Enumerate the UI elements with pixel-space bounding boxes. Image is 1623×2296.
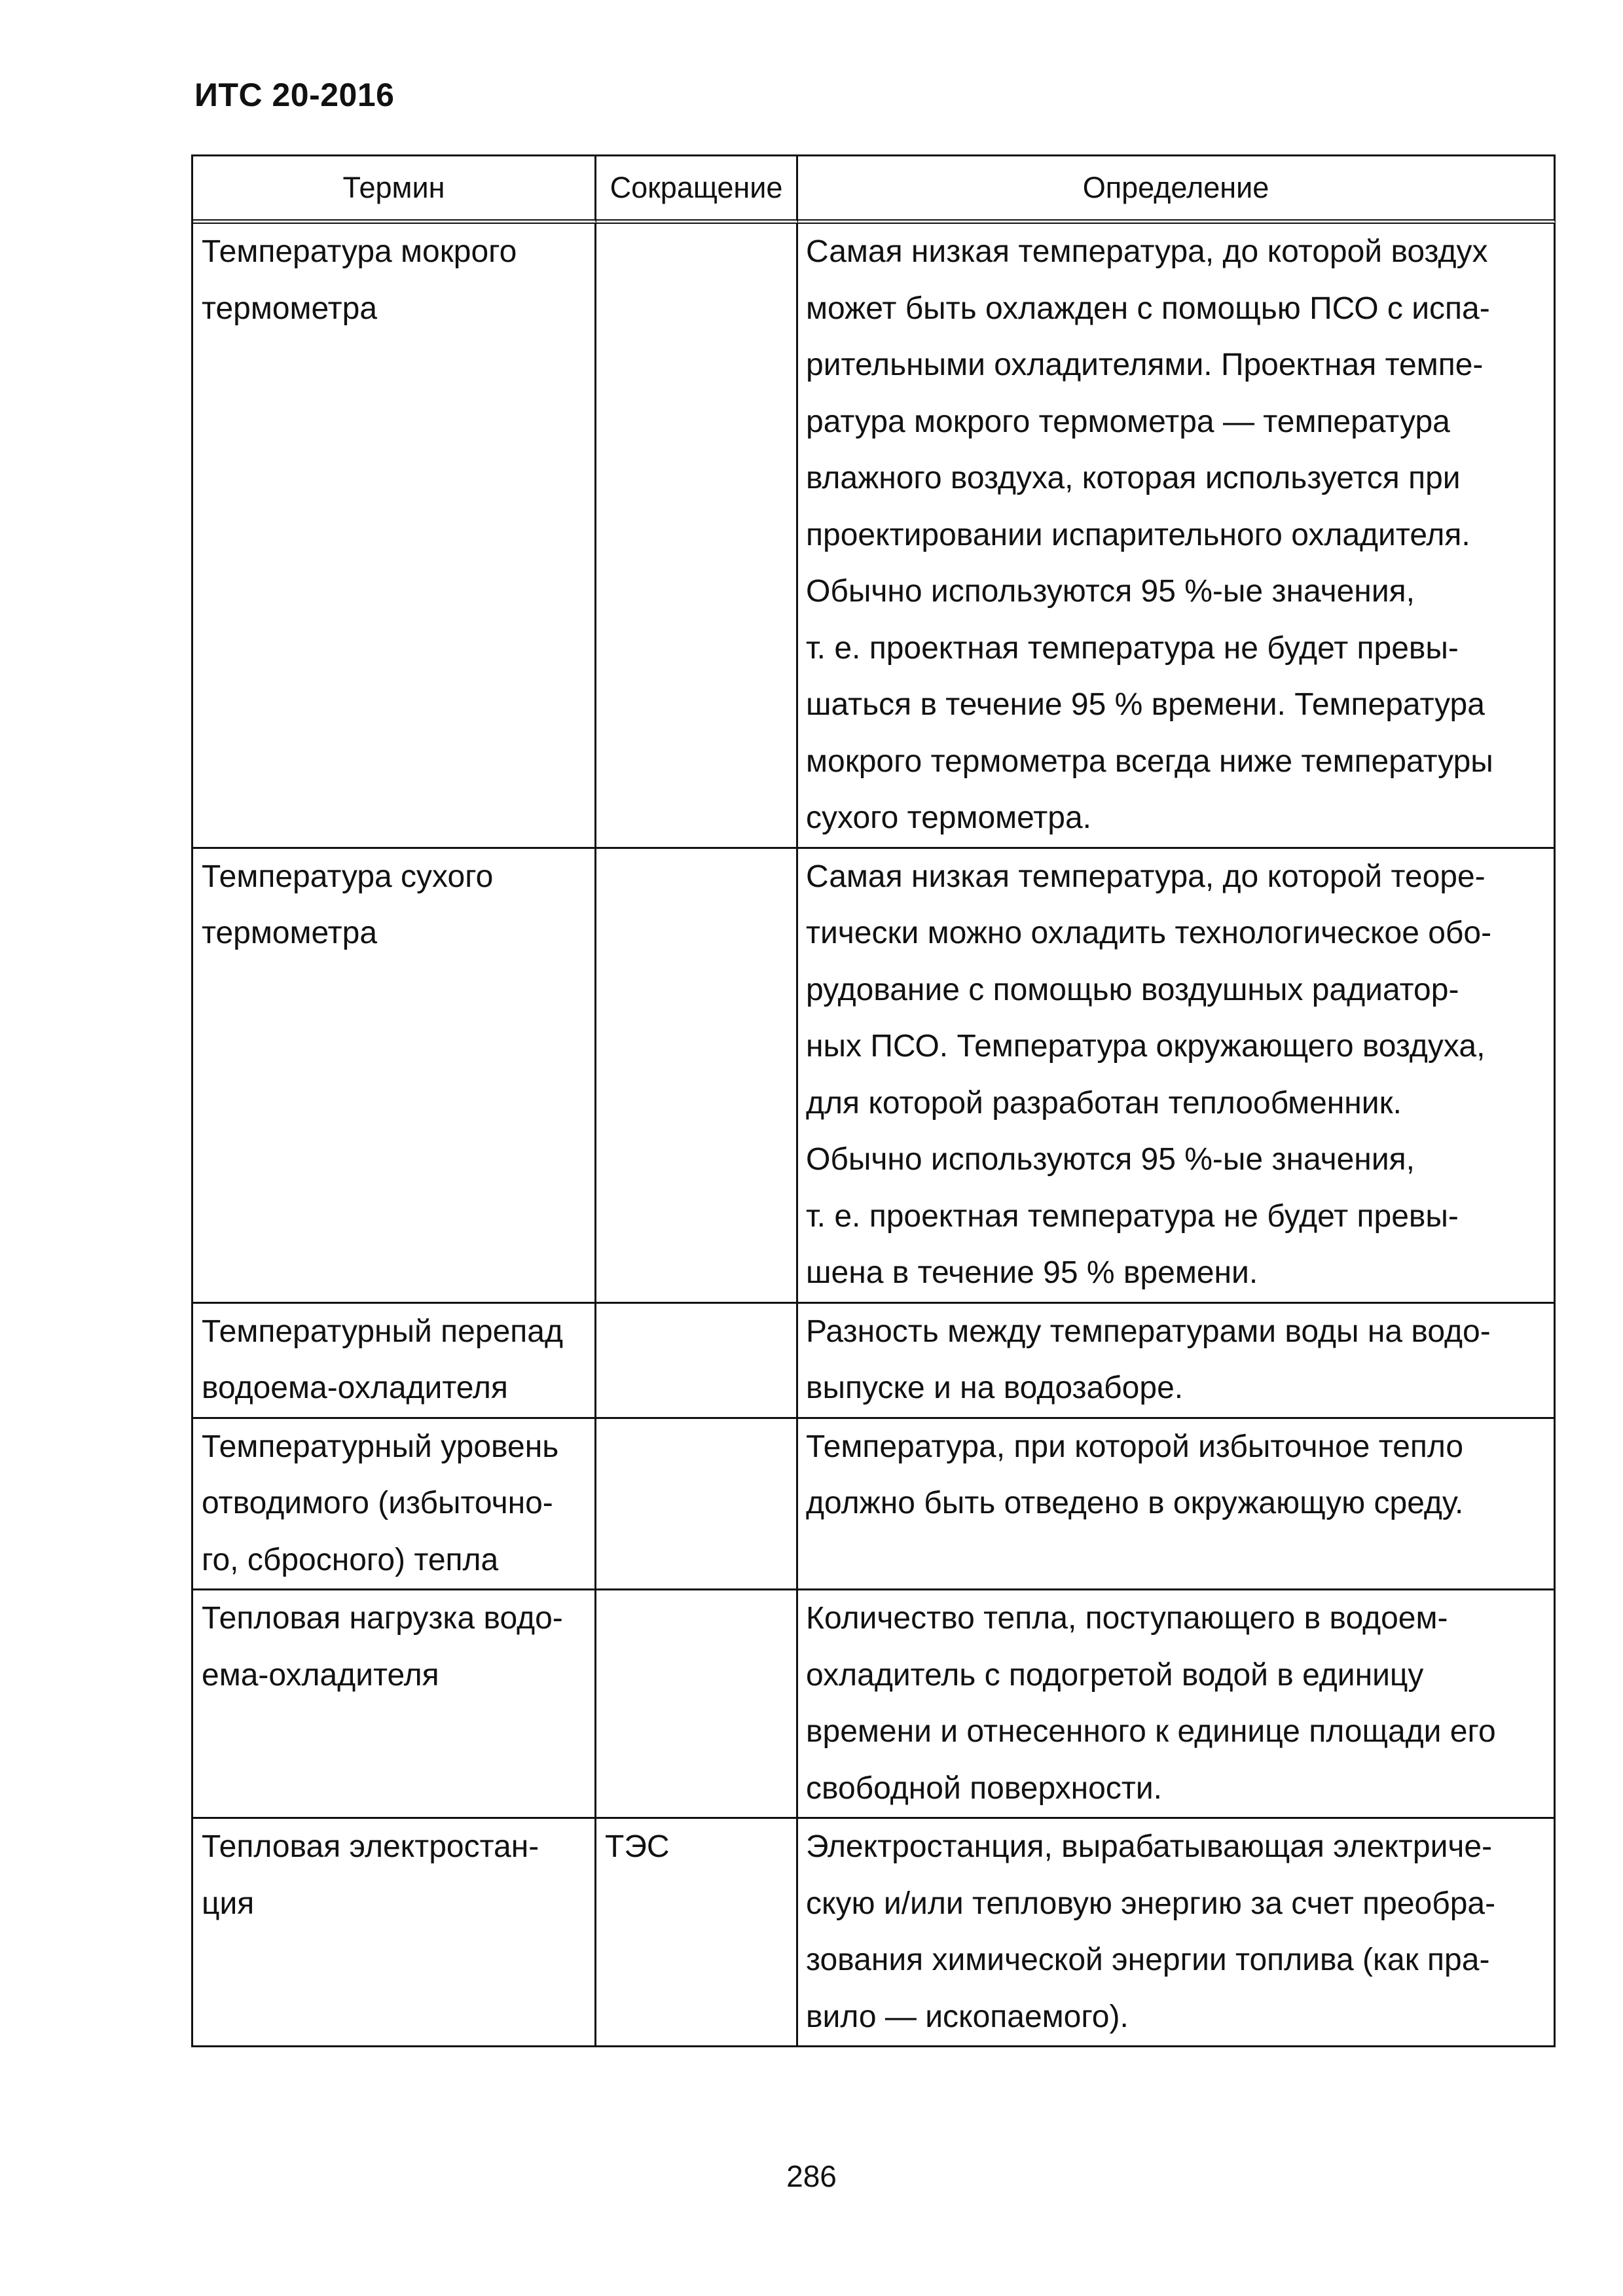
- definition-line: Электростанция, вырабатывающая электриче-: [806, 1829, 1493, 1864]
- definition-line: зования химической энергии топлива (как пра-: [806, 1943, 1490, 1977]
- table-row: [193, 849, 1556, 1304]
- definition-line: т. е. проектная температура не будет превы-: [806, 1198, 1459, 1234]
- definition-line: Температура, при которой избыточное тепло: [806, 1429, 1464, 1464]
- term-line: ема-охладителя: [202, 1657, 439, 1693]
- terms-table: [191, 154, 1556, 2047]
- definition-line: т. е. проектная температура не будет превы-: [806, 630, 1459, 666]
- definition-line: рительными охладителями. Проектная темпе-: [806, 348, 1484, 382]
- definition-line: сухого термометра.: [806, 800, 1091, 835]
- term-line: отводимого (избыточно-: [202, 1486, 553, 1520]
- term-line: го, сбросного) тепла: [202, 1542, 499, 1577]
- definition-line: может быть охлажден с помощью ПСО с испа-: [806, 291, 1490, 326]
- definition-line: для которой разработан теплообменник.: [806, 1085, 1402, 1121]
- abbreviation-cell: ТЭС: [596, 1819, 798, 2047]
- definition-line: мокрого термометра всегда ниже температуры: [806, 744, 1493, 779]
- term-cell: [193, 1819, 596, 2047]
- page-number: 286: [786, 2159, 837, 2193]
- definition-line: проектировании испарительного охладителя.: [806, 517, 1470, 552]
- definition-line: должно быть отведено в окружающую среду.: [806, 1486, 1464, 1520]
- definition-line: выпуске и на водозаборе.: [806, 1371, 1184, 1405]
- column-header-abbreviation: Сокращение: [596, 156, 798, 224]
- definition-line: рудование с помощью воздушных радиатор-: [806, 972, 1459, 1007]
- term-cell: [193, 224, 596, 849]
- definition-line: свободной поверхности.: [806, 1770, 1162, 1806]
- definition-line: времени и отнесенного к единице площади его: [806, 1714, 1496, 1749]
- table-row: [193, 1590, 1556, 1819]
- table-row: [193, 1819, 1556, 2047]
- abbreviation-cell: [596, 224, 798, 849]
- definition-line: Самая низкая температура, до которой теоре-: [806, 859, 1486, 894]
- term-cell: [193, 1590, 596, 1819]
- term-line: Температурный перепад: [202, 1314, 563, 1349]
- abbreviation-cell: [596, 1304, 798, 1419]
- abbreviation-cell: [596, 849, 798, 1304]
- definition-line: скую и/или тепловую энергию за счет преобра-: [806, 1886, 1496, 1921]
- definition-line: тически можно охладить технологическое обо-: [806, 916, 1492, 950]
- definition-line: шаться в течение 95 % времени. Температура: [806, 687, 1485, 722]
- definition-line: Количество тепла, поступающего в водоем-: [806, 1601, 1448, 1636]
- definition-line: охладитель с подогретой водой в единицу: [806, 1657, 1424, 1693]
- term-line: Температура сухого: [202, 859, 494, 894]
- definition-cell: [798, 1304, 1556, 1419]
- term-line: Температурный уровень: [202, 1429, 559, 1464]
- term-cell: [193, 1304, 596, 1419]
- definition-line: ных ПСО. Температура окружающего воздуха,: [806, 1029, 1486, 1064]
- term-line: термометра: [202, 291, 378, 326]
- table-row: [193, 1419, 1556, 1591]
- definition-cell: [798, 1419, 1556, 1591]
- definition-line: влажного воздуха, которая используется при: [806, 461, 1461, 495]
- definition-cell: [798, 849, 1556, 1304]
- table-row: [193, 224, 1556, 849]
- abbreviation-cell: [596, 1590, 798, 1819]
- definition-cell: [798, 224, 1556, 849]
- definition-line: ратура мокрого термометра — температура: [806, 404, 1450, 439]
- definition-line: Разность между температурами воды на водо-: [806, 1314, 1491, 1349]
- column-header-definition: Определение: [798, 156, 1556, 224]
- definition-line: шена в течение 95 % времени.: [806, 1255, 1258, 1290]
- definition-line: Самая низкая температура, до которой воздух: [806, 234, 1488, 269]
- abbreviation-cell: [596, 1419, 798, 1591]
- term-cell: [193, 849, 596, 1304]
- terms-table-container: [191, 154, 1556, 2047]
- table-row: [193, 1304, 1556, 1419]
- term-line: Тепловая нагрузка водо-: [202, 1601, 563, 1636]
- definition-cell: [798, 1819, 1556, 2047]
- document-code: ИТС 20-2016: [194, 77, 395, 113]
- term-line: Температура мокрого: [202, 234, 517, 269]
- definition-line: Обычно используются 95 %-ые значения,: [806, 1142, 1415, 1177]
- term-line: водоема-охладителя: [202, 1371, 508, 1405]
- definition-line: вило — ископаемого).: [806, 1999, 1129, 2034]
- term-line: ция: [202, 1886, 255, 1921]
- table-header-row: [193, 156, 1556, 224]
- term-line: термометра: [202, 916, 378, 950]
- column-header-term: Термин: [193, 156, 596, 224]
- term-cell: [193, 1419, 596, 1591]
- term-line: Тепловая электростан-: [202, 1829, 539, 1864]
- definition-line: Обычно используются 95 %-ые значения,: [806, 574, 1415, 609]
- definition-cell: [798, 1590, 1556, 1819]
